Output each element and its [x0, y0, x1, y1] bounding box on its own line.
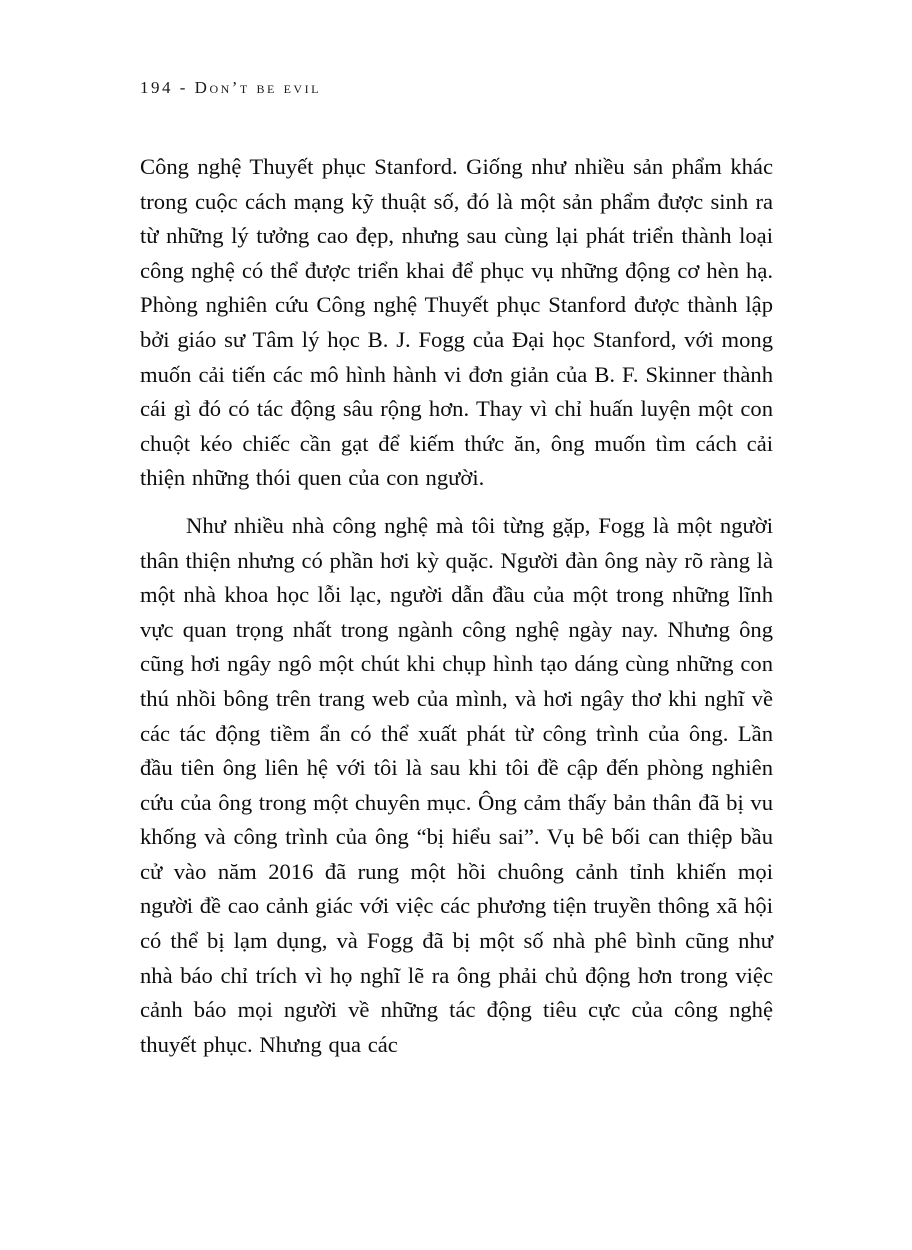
body-paragraph: Công nghệ Thuyết phục Stanford. Giống như nhiều sản phẩm khác trong cuộc cách mạng kỹ thuật số, đó là một sản phẩm được sinh ra từ những lý tưởng cao đẹp, nhưng sau cùng lại phát triển thành loại công nghệ có thể được triển khai để phục vụ những động cơ hèn hạ. Phòng nghiên cứu Công nghệ Thuyết phục Stanford được thành lập bởi giáo sư Tâm lý học B. J. Fogg của Đại học Stanford, với mong muốn cải tiến các mô hình hành vi đơn giản của B. F. Skinner thành cái gì đó có tác động sâu rộng hơn. Thay vì chỉ huấn luyện một con chuột kéo chiếc cần gạt để kiếm thức ăn, ông muốn tìm cách cải thiện những thói quen của con người.: [140, 154, 773, 491]
page-body: [140, 150, 773, 1062]
body-paragraph: Như nhiều nhà công nghệ mà tôi từng gặp, Fogg là một người thân thiện nhưng có phần hơi kỳ quặc. Người đàn ông này rõ ràng là một nhà khoa học lỗi lạc, người dẫn đầu của một trong những lĩnh vực quan trọng nhất trong ngành công nghệ ngày nay. Nhưng ông cũng hơi ngây ngô một chút khi chụp hình tạo dáng cùng những con thú nhồi bông trên trang web của mình, và hơi ngây thơ khi nghĩ về các tác động tiềm ẩn có thể xuất phát từ công trình của ông. Lần đầu tiên ông liên hệ với tôi là sau khi tôi đề cập đến phòng nghiên cứu của ông trong một chuyên mục. Ông cảm thấy bản thân đã bị vu khống và công trình của ông “bị hiểu sai”. Vụ bê bối can thiệp bầu cử vào năm 2016 đã rung một hồi chuông cảnh tỉnh khiến mọi người đề cao cảnh giác với việc các phương tiện truyền thông xã hội có thể bị lạm dụng, và Fogg đã bị một số nhà phê bình cũng như nhà báo chỉ trích vì họ nghĩ lẽ ra ông phải chủ động hơn trong việc cảnh báo mọi người về những tác động tiêu cực của công nghệ thuyết phục. Nhưng qua các: [140, 512, 773, 1057]
running-header: 194 - Don’t be evil: [140, 78, 321, 97]
